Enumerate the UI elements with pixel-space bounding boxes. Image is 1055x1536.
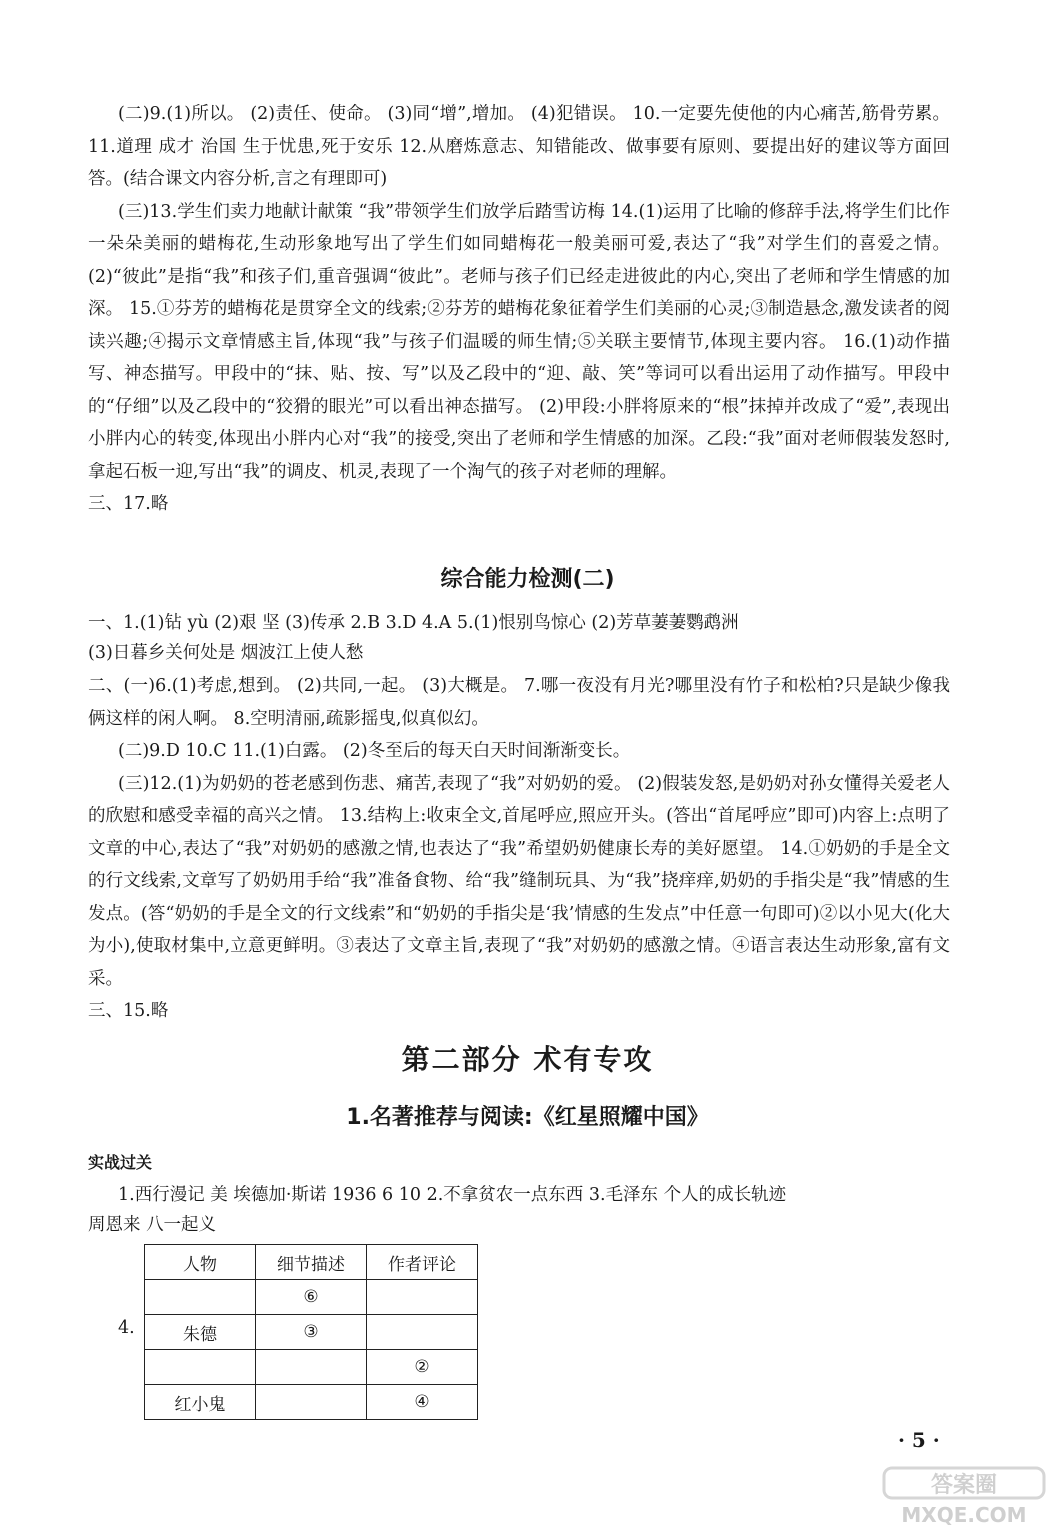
answer-item: 三、15.略 xyxy=(88,1001,169,1021)
table-cell: 朱德 xyxy=(145,1315,256,1350)
question-number: 4. xyxy=(118,1318,135,1338)
practice-label: 实战过关 xyxy=(88,1153,153,1172)
table-cell: 红小鬼 xyxy=(145,1385,256,1420)
part-subheading: 1.名著推荐与阅读:《红星照耀中国》 xyxy=(346,1105,709,1130)
answer-item: 三、17.略 xyxy=(88,494,169,514)
watermark-url: MXQE.COM xyxy=(901,1503,1027,1527)
table-cell: ④ xyxy=(367,1385,478,1420)
watermark-text: 答案圈 xyxy=(930,1473,998,1498)
table-row xyxy=(145,1385,478,1420)
answer-paragraph: (二)9.D 10.C 11.(1)白露。 (2)冬至后的每天白天时间渐渐变长。 xyxy=(118,741,631,761)
table-header: 细节描述 xyxy=(256,1245,367,1280)
answer-line: 一、1.(1)钻 yù (2)艰 坚 (3)传承 2.B 3.D 4.A 5.(1)恨别鸟惊心 (2)芳草萋萋鹦鹉洲 xyxy=(88,613,739,633)
section-heading: 综合能力检测(二) xyxy=(440,567,615,592)
table-cell xyxy=(256,1385,367,1420)
answer-paragraph: 二、(一)6.(1)考虑,想到。 (2)共同,一起。 (3)大概是。 7.哪一夜没有月光?哪里没有竹子和松柏?只是缺少像我俩这样的闲人啊。 8.空明清丽,疏影摇曳,似真似幻。 xyxy=(88,676,950,729)
table-cell: ⑥ xyxy=(256,1280,367,1315)
table-row xyxy=(145,1350,478,1385)
page-number: · 5 · xyxy=(898,1428,940,1452)
table-header: 作者评论 xyxy=(367,1245,478,1280)
section-one-continuation xyxy=(88,98,950,521)
answer-line: (3)日暮乡关何处是 烟波江上使人愁 xyxy=(88,643,364,663)
part-heading: 第二部分 术有专攻 xyxy=(401,1043,654,1076)
section-two-body xyxy=(88,670,950,1028)
table-row xyxy=(145,1280,478,1315)
table-cell xyxy=(367,1315,478,1350)
character-table xyxy=(144,1244,478,1420)
answer-line: 1.西行漫记 美 埃德加·斯诺 1936 6 10 2.不拿贫农一点东西 3.毛泽东 个人的成长轨迹 xyxy=(118,1185,787,1205)
table-header-row xyxy=(145,1245,478,1280)
table-cell xyxy=(145,1280,256,1315)
table-cell xyxy=(145,1350,256,1385)
table-cell xyxy=(367,1280,478,1315)
table-cell: ② xyxy=(367,1350,478,1385)
table-cell: ③ xyxy=(256,1315,367,1350)
table-header: 人物 xyxy=(145,1245,256,1280)
watermark-logo xyxy=(880,1462,1050,1530)
answer-paragraph: (三)12.(1)为奶奶的苍老感到伤悲、痛苦,表现了“我”对奶奶的爱。 (2)假装发怒,是奶奶对孙女懂得关爱老人的欣慰和感受幸福的高兴之情。 13.结构上:收束全文,首尾呼应,照应开头。(答出“首尾呼应”即可)内容上:点明了文章的中心,表达了“我”对奶奶的感激之情,也表达了“我”希望奶奶健康长寿的美好愿望。 14.①奶奶的手是全文的行文线索,文章写了奶奶用手给“我”准备食物、给“我”缝制玩具、为“我”挠痒痒,奶奶的手指尖是“我”情感的生发点。(答“奶奶的手是全文的行文线索”和“奶奶的手指尖是‘我’情感的生发点”中任意一句即可)②以小见大(化大为小),使取材集中,立意更鲜明。③表达了文章主旨,表现了“我”对奶奶的感激之情。④语言表达生动形象,富有文采。 xyxy=(88,773,950,989)
table-cell xyxy=(256,1350,367,1385)
answer-line: 周恩来 八一起义 xyxy=(88,1215,217,1235)
answer-paragraph: (二)9.(1)所以。 (2)责任、使命。 (3)同“增”,增加。 (4)犯错误。 10.一定要先使他的内心痛苦,筋骨劳累。 11.道理 成才 治国 生于忧患,死于安乐 12.从磨炼意志、知错能改、做事要有原则、要提出好的建议等方面回答。(结合课文内容分析,言之有理即可) xyxy=(88,104,950,189)
table-row xyxy=(145,1315,478,1350)
answer-paragraph: (三)13.学生们卖力地献计献策 “我”带领学生们放学后踏雪访梅 14.(1)运用了比喻的修辞手法,将学生们比作一朵朵美丽的蜡梅花,生动形象地写出了学生们如同蜡梅花一般美丽可爱,表达了“我”对学生们的喜爱之情。 (2)“彼此”是指“我”和孩子们,重音强调“彼此”。老师与孩子们已经走进彼此的内心,突出了老师和学生情感的加深。 15.①芬芳的蜡梅花是贯穿全文的线索;②芬芳的蜡梅花象征着学生们美丽的心灵;③制造悬念,激发读者的阅读兴趣;④揭示文章情感主旨,体现“我”与孩子们温暖的师生情;⑤关联主要情节,体现主要内容。 16.(1)动作描写、神态描写。甲段中的“抹、贴、按、写”以及乙段中的“迎、敲、笑”等词可以看出运用了动作描写。甲段中的“仔细”以及乙段中的“狡猾的眼光”可以看出神态描写。 (2)甲段:小胖将原来的“根”抹掉并改成了“爱”,表现出小胖内心的转变,体现出小胖内心对“我”的接受,突出了老师和学生情感的加深。乙段:“我”面对老师假装发怒时,拿起石板一迎,写出“我”的调皮、机灵,表现了一个淘气的孩子对老师的理解。 xyxy=(88,201,950,482)
